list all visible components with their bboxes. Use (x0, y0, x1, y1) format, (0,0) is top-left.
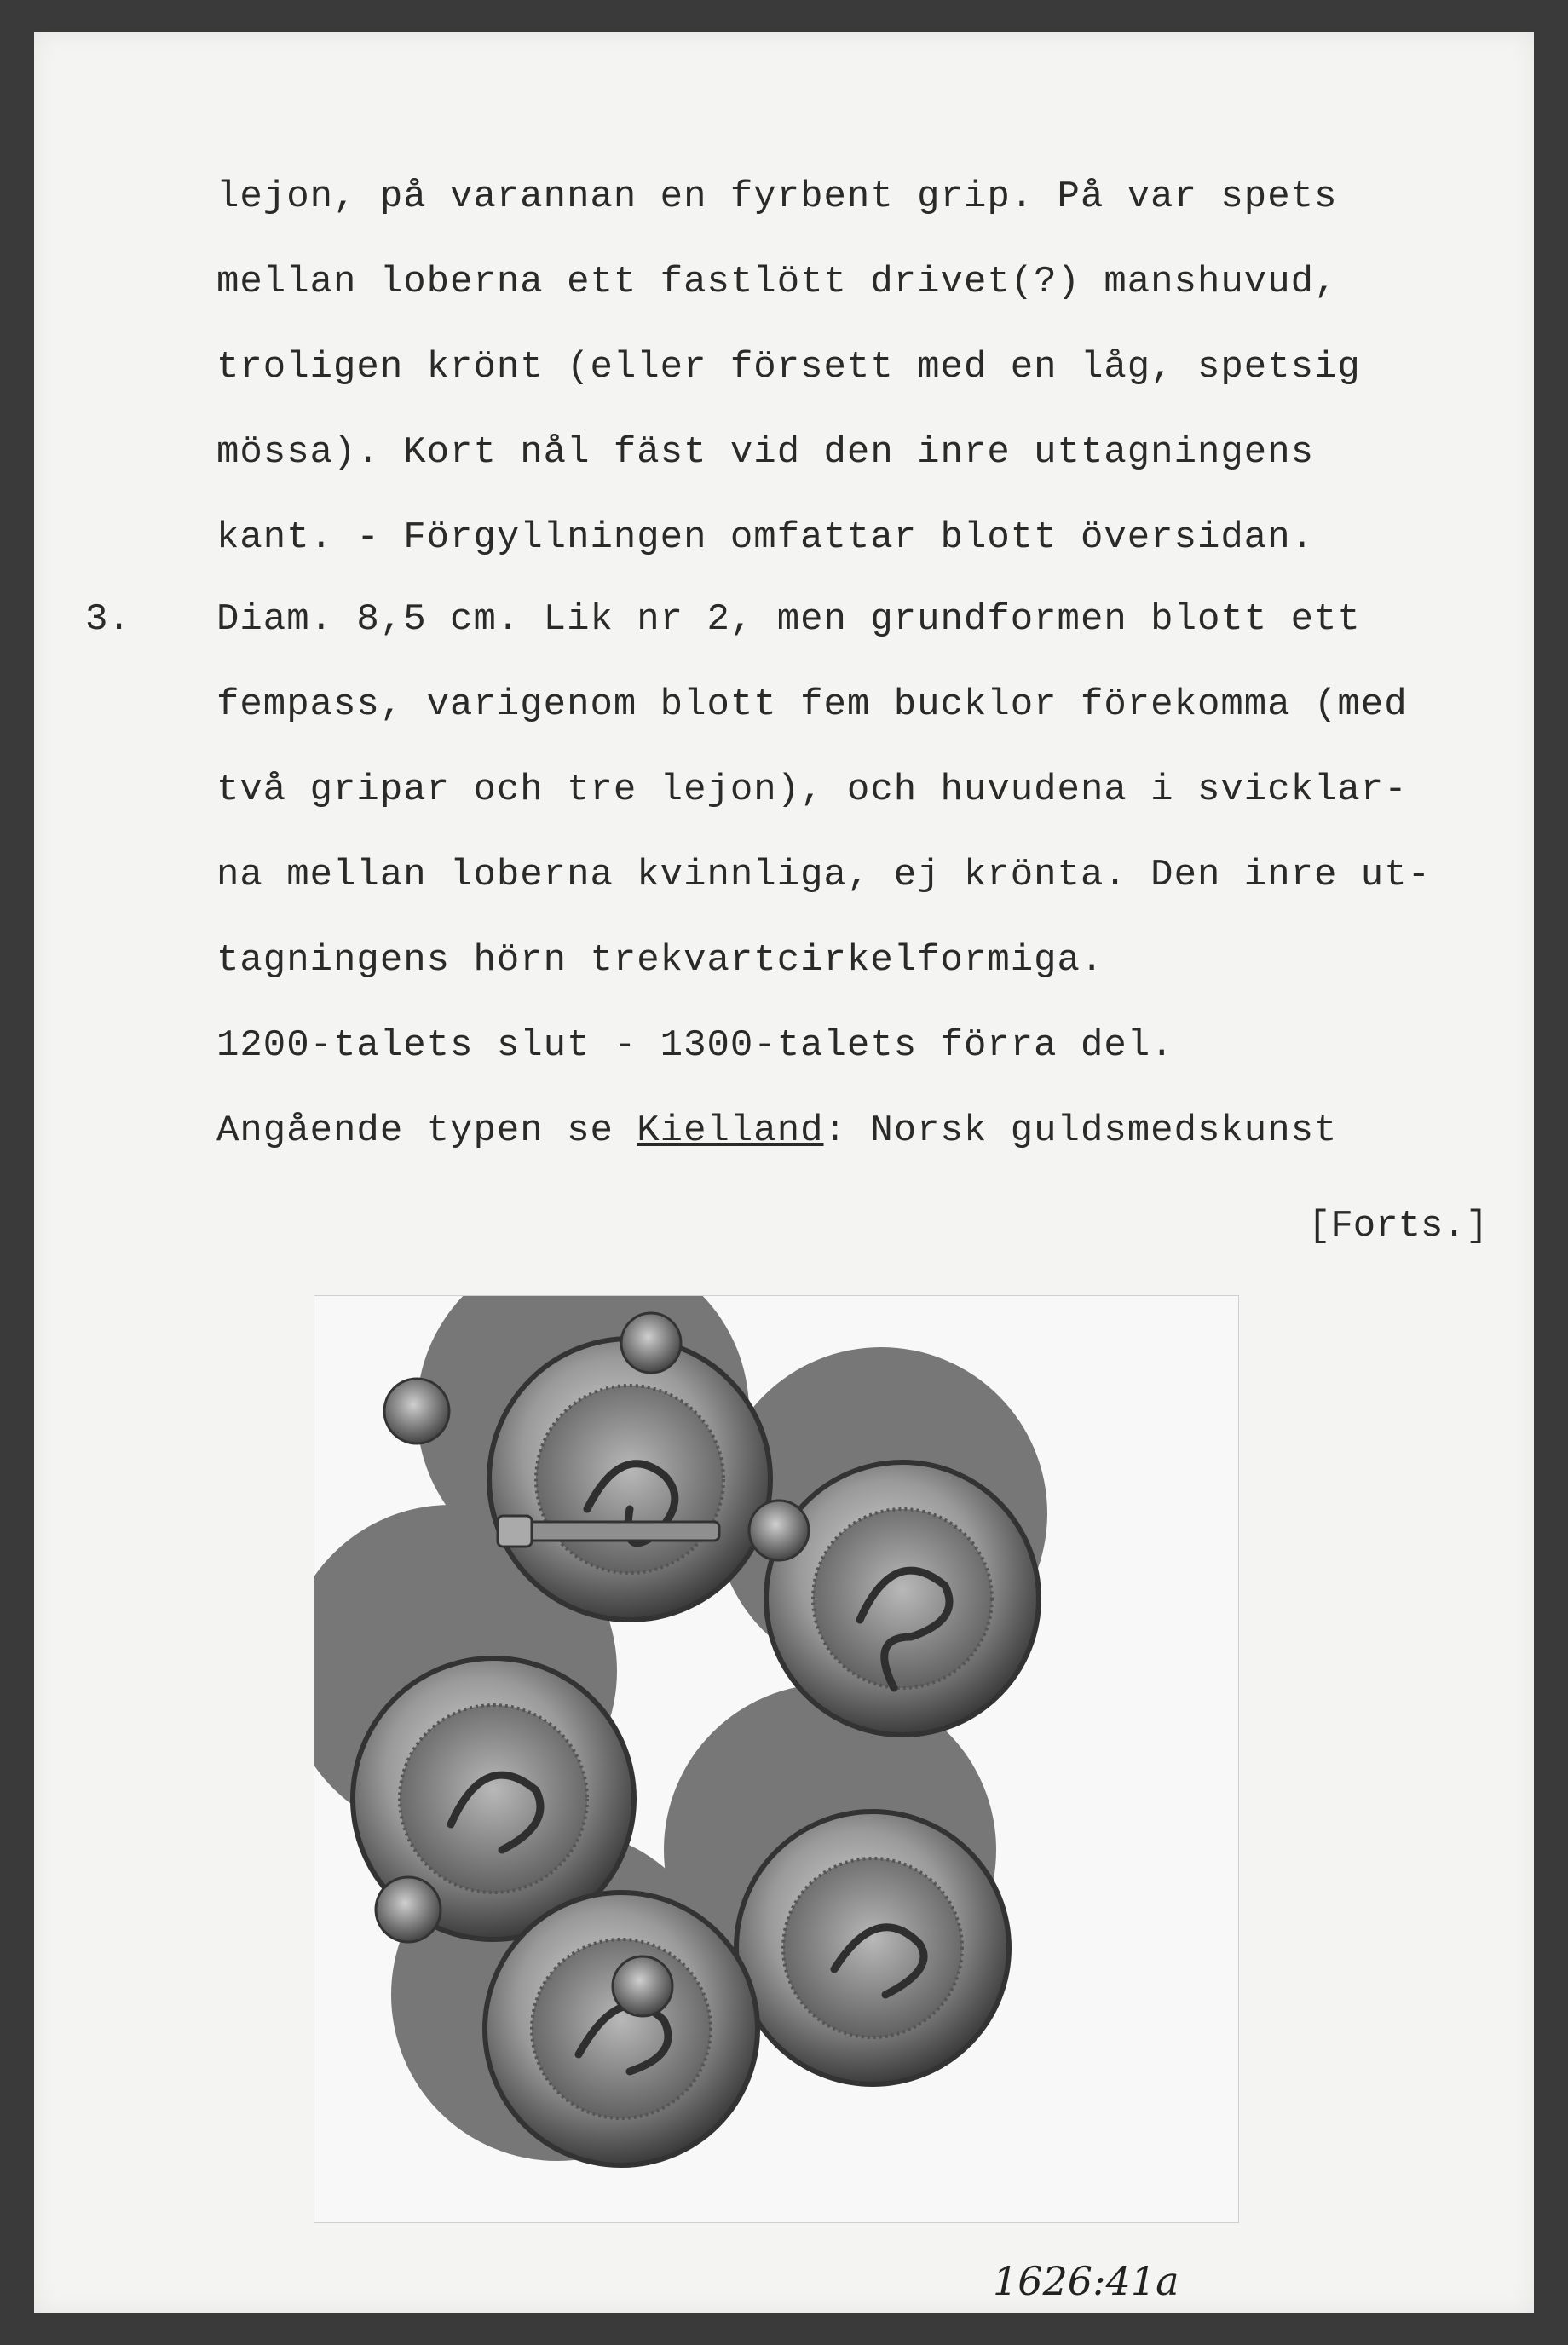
text-line-7: fempass, varigenom blott fem bucklor förekomma (med (216, 683, 1408, 726)
item-number: 3. (85, 598, 130, 641)
text-line-1: lejon, på varannan en fyrbent grip. På var spets (216, 176, 1338, 218)
brooch-image (314, 1296, 1238, 2222)
female-head-5 (613, 1956, 672, 2016)
document-page (34, 32, 1534, 2313)
text-line-11: 1200-talets slut - 1300-talets förra del. (216, 1024, 1174, 1067)
text-line-10: tagningens hörn trekvartcirkelformiga. (216, 939, 1104, 982)
catalog-number: 1626:41a (993, 2258, 1179, 2304)
text-line-2: mellan loberna ett fastlött drivet(?) manshuvud, (216, 261, 1338, 303)
text-line-5: kant. - Förgyllningen omfattar blott översidan. (216, 516, 1315, 559)
female-head-3 (749, 1501, 809, 1560)
brooch-photograph (314, 1295, 1239, 2223)
female-head-1 (621, 1313, 681, 1373)
text-line-9: na mellan loberna kvinnliga, ej krönta. Den inre ut- (216, 854, 1432, 896)
reference-author: Kielland (637, 1109, 824, 1152)
text-line-3: troligen krönt (eller försett med en låg, spetsig (216, 346, 1361, 389)
reference-suffix: : Norsk guldsmedskunst (823, 1109, 1338, 1152)
text-line-6: Diam. 8,5 cm. Lik nr 2, men grundformen blott ett (216, 598, 1361, 641)
female-head-2 (384, 1379, 449, 1443)
reference-line (216, 1109, 1337, 1152)
text-line-8: två gripar och tre lejon), och huvudena i svicklar- (216, 769, 1408, 811)
female-head-4 (376, 1877, 441, 1942)
text-line-4: mössa). Kort nål fäst vid den inre uttagningens (216, 431, 1315, 474)
reference-prefix: Angående typen se (216, 1109, 637, 1152)
continuation-note: [Forts.] (1308, 1205, 1489, 1247)
